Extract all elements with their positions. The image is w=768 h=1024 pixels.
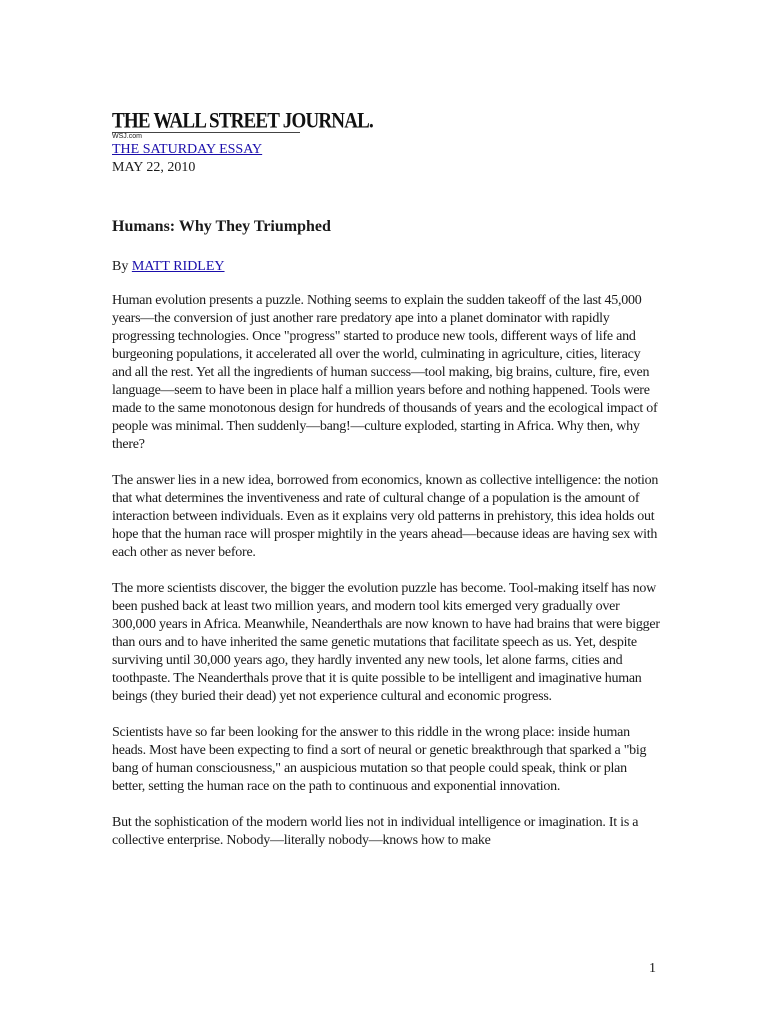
article-body: [112, 292, 660, 868]
article-paragraph: But the sophistication of the modern world lies not in individual intelligence or imagination. It is a collective enterprise. Nobody—literally nobody—knows how to make: [112, 815, 639, 848]
section-link[interactable]: THE SATURDAY ESSAY: [112, 142, 263, 157]
masthead-subtitle: WSJ.com: [112, 132, 300, 141]
article-paragraph: The more scientists discover, the bigger the evolution puzzle has become. Tool-making itself has now been pushed back at least two million years, and modern tool kits emerged very gradually over 300,000 years in Africa. Meanwhile, Neanderthals are now known to have had brains that were bigger than ours and to have inherited the same genetic mutations that facilitate speech as us. Yet, despite surviving until 30,000 years ago, they hardly invented any new tools, let alone farms, cities and toothpaste. The Neanderthals prove that it is quite possible to be intelligent and imaginative human beings (they buried their dead) yet not experience cultural and economic progress.: [112, 581, 660, 704]
article-paragraph: Scientists have so far been looking for the answer to this riddle in the wrong place: inside human heads. Most have been expecting to find a sort of neural or genetic breakthrough that sparked a "big bang of human consciousness," an auspicious mutation so that people could speak, think or plan better, setting the human race on the path to continuous and exponential innovation.: [112, 725, 647, 794]
byline: [112, 258, 225, 276]
masthead-title: THE WALL STREET JOURNAL.: [112, 108, 373, 133]
byline-prefix: By: [112, 259, 129, 274]
masthead-logo: [112, 108, 373, 141]
publication-date: MAY 22, 2010: [112, 160, 196, 175]
article-headline: Humans: Why They Triumphed: [112, 218, 331, 235]
page-number: 1: [649, 961, 656, 976]
author-link[interactable]: MATT RIDLEY: [131, 259, 225, 274]
article-paragraph: The answer lies in a new idea, borrowed from economics, known as collective intelligence: the notion that what determines the inventiveness and rate of cultural change of a population is the amount of interaction between individuals. Even as it explains very old patterns in prehistory, this idea holds out hope that the human race will prosper mightily in the years ahead—because ideas are having sex with each other as never before.: [112, 473, 659, 560]
article-paragraph: Human evolution presents a puzzle. Nothing seems to explain the sudden takeoff of the last 45,000 years—the conversion of just another rare predatory ape into a planet dominator with rapidly progressing technologies. Once "progress" started to produce new tools, different ways of life and burgeoning populations, it accelerated all over the world, culminating in agriculture, cities, literacy and all the rest. Yet all the ingredients of human success—tool making, big brains, culture, fire, even language—seem to have been in place half a million years before and nothing happened. Tools were made to the same monotonous design for hundreds of thousands of years and the ecological impact of people was minimal. Then suddenly—bang!—culture exploded, starting in Africa. Why then, why there?: [112, 293, 658, 452]
